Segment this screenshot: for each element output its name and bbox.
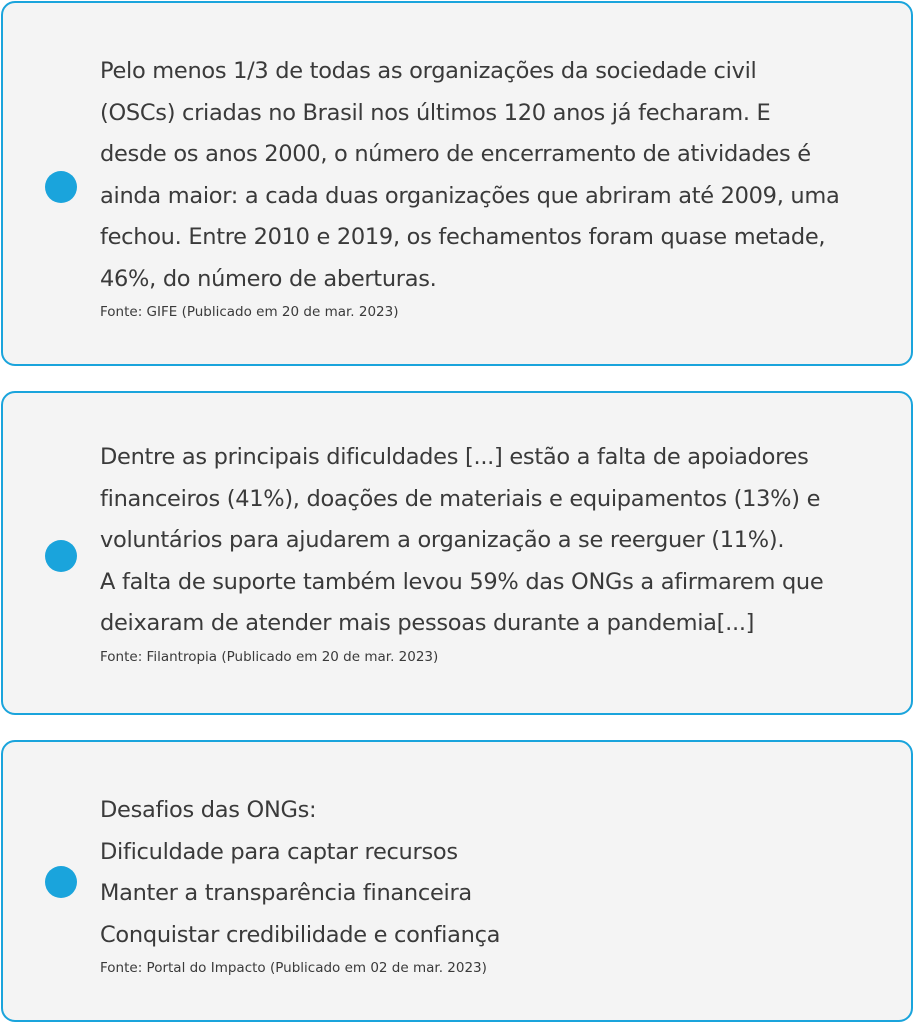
card-text: Desafios das ONGs: Dificuldade para captar recursos Manter a transparência financeira Conquistar credibilidade e confiança [100, 797, 501, 948]
bullet-dot-icon [45, 171, 77, 203]
card-content [100, 437, 883, 667]
bullet-dot-icon [45, 540, 77, 572]
bullet-dot-icon [45, 866, 77, 898]
card-source: Fonte: GIFE (Publicado em 20 de mar. 2023) [100, 304, 399, 320]
info-card-gife [1, 1, 913, 366]
info-card-portal-do-impacto [1, 740, 913, 1022]
card-source: Fonte: Portal do Impacto (Publicado em 02 de mar. 2023) [100, 960, 487, 976]
info-card-filantropia [1, 391, 913, 715]
card-text: Dentre as principais dificuldades [...] estão a falta de apoiadores financeiros (41%), doações de materiais e equipamentos (13%) e voluntários para ajudarem a organização a se reerguer (11%). A falta de suporte também levou 59% das ONGs a afirmarem que deixaram de atender mais pessoas durante a pandemia[...] [100, 444, 824, 636]
card-content [100, 790, 883, 978]
card-text: Pelo menos 1/3 de todas as organizações da sociedade civil (OSCs) criadas no Brasil nos últimos 120 anos já fecharam. E desde os anos 2000, o número de encerramento de atividades é ainda maior: a cada duas organizações que abriram até 2009, uma fechou. Entre 2010 e 2019, os fechamentos foram quase metade, 46%, do número de aberturas. [100, 58, 840, 292]
card-content [100, 51, 883, 322]
card-source: Fonte: Filantropia (Publicado em 20 de mar. 2023) [100, 648, 439, 665]
